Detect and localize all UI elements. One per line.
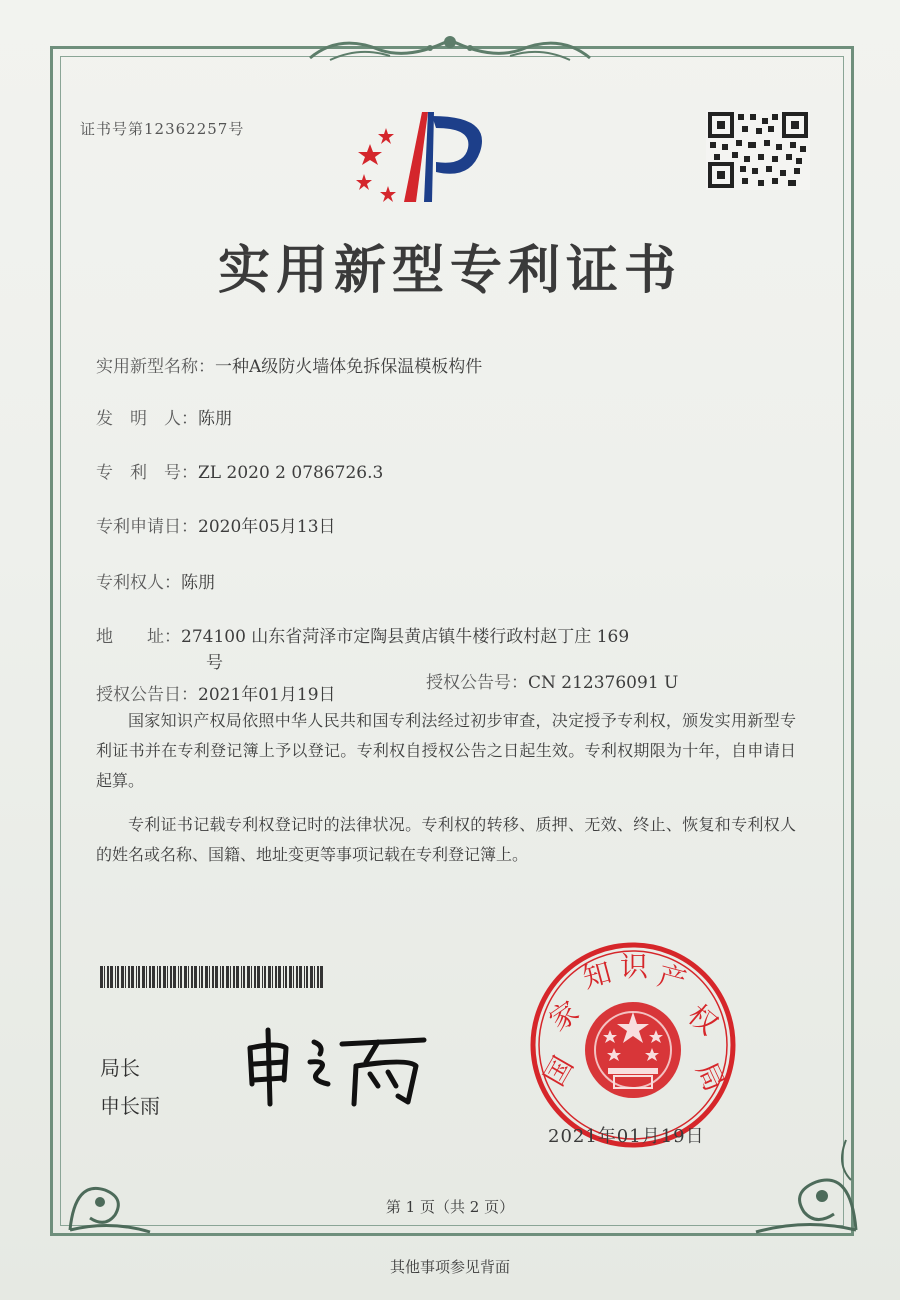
national-emblem-icon [585, 1002, 681, 1098]
field-value: 号 [206, 653, 223, 673]
bottom-left-ornament [60, 1140, 170, 1240]
field-label: 地 址： [96, 627, 181, 647]
certificate-number: 证书号第12362257号 [80, 120, 245, 138]
barcode-bar [285, 966, 287, 988]
barcode-bar [128, 966, 130, 988]
barcode-icon [100, 966, 324, 988]
barcode-bar [178, 966, 179, 988]
barcode-bar [136, 966, 137, 988]
field-label: 授权公告号： [426, 673, 528, 693]
field-address-continuation [206, 648, 223, 673]
field-value: 2021年01月19日 [198, 685, 336, 705]
barcode-bar [262, 966, 263, 988]
barcode-bar [304, 966, 305, 988]
barcode-bar [205, 966, 208, 988]
seal-char-shi: 识 [620, 950, 649, 983]
barcode-bar [152, 966, 155, 988]
barcode-bar [310, 966, 313, 988]
field-label: 专利申请日： [96, 517, 198, 537]
barcode-bar [125, 966, 126, 988]
seal-char-guo: 国 [537, 1050, 581, 1092]
barcode-bar [157, 966, 158, 988]
seal-char-ju: 局 [689, 1057, 732, 1097]
handwritten-signature [238, 1018, 438, 1108]
barcode-bar [283, 966, 284, 988]
seal-char-zhi: 知 [579, 955, 615, 995]
field-label: 发 明 人： [96, 409, 198, 429]
barcode-bar [275, 966, 277, 988]
barcode-bar [173, 966, 176, 988]
barcode-bar [138, 966, 140, 988]
field-patentee [96, 568, 215, 593]
barcode-bar [201, 966, 203, 988]
seal-char-jia: 家 [543, 994, 585, 1038]
field-inventor [96, 404, 232, 429]
field-value: CN 212376091 U [528, 673, 679, 693]
barcode-bar [306, 966, 308, 988]
barcode-bar [159, 966, 161, 988]
field-grant-date [96, 680, 336, 705]
barcode-bar [320, 966, 323, 988]
barcode-bar [104, 966, 105, 988]
barcode-bar [188, 966, 189, 988]
statement-paragraph: 国家知识产权局依照中华人民共和国专利法经过初步审查，决定授予专利权，颁发实用新型专利证书并在专利登记簿上予以登记。专利权自授权公告之日起生效。专利权期限为十年，自申请日起算。 [96, 711, 796, 790]
barcode-bar [314, 966, 315, 988]
field-value: 274100 山东省菏泽市定陶县黄店镇牛楼行政村赵丁庄 169 [181, 627, 630, 647]
qr-code-icon [706, 110, 810, 190]
signatory-name: 申长雨 [100, 1094, 160, 1118]
barcode-bar [212, 966, 214, 988]
barcode-bar [215, 966, 218, 988]
barcode-bar [184, 966, 187, 988]
barcode-bar [251, 966, 252, 988]
barcode-bar [110, 966, 113, 988]
barcode-bar [293, 966, 294, 988]
seal-date: 2021年01月19日 [548, 1126, 705, 1147]
barcode-bar [146, 966, 147, 988]
barcode-bar [209, 966, 210, 988]
cnipa-logo-icon [352, 102, 502, 212]
barcode-bar [264, 966, 266, 988]
field-value: ZL 2020 2 0786726.3 [198, 463, 384, 483]
field-value: 陈朋 [198, 409, 232, 429]
barcode-bar [236, 966, 239, 988]
certificate-title: 实用新型专利证书 [217, 241, 682, 301]
barcode-bar [142, 966, 145, 988]
page-indicator: 第 1 页（共 2 页） [385, 1198, 515, 1216]
barcode-bar [272, 966, 273, 988]
barcode-bar [149, 966, 151, 988]
barcode-bar [117, 966, 119, 988]
bottom-right-ornament [736, 1120, 866, 1240]
barcode-bar [317, 966, 319, 988]
barcode-bar [115, 966, 116, 988]
barcode-bar [131, 966, 134, 988]
field-value: 陈朋 [181, 573, 215, 593]
top-ornament [300, 28, 600, 68]
barcode-bar [170, 966, 172, 988]
barcode-bar [254, 966, 256, 988]
field-filing-date [96, 512, 336, 537]
back-note: 其他事项参见背面 [389, 1258, 510, 1276]
field-address [96, 622, 629, 647]
barcode-bar [296, 966, 298, 988]
barcode-bar [226, 966, 229, 988]
barcode-bar [230, 966, 231, 988]
barcode-bar [278, 966, 281, 988]
field-value: 2020年05月13日 [198, 517, 336, 537]
barcode-bar [299, 966, 302, 988]
barcode-bar [243, 966, 245, 988]
barcode-bar [194, 966, 197, 988]
barcode-bar [163, 966, 166, 988]
barcode-bar [222, 966, 224, 988]
legal-status-paragraph: 专利证书记载专利权登记时的法律状况。专利权的转移、质押、无效、终止、恢复和专利权人的姓名或名称、国籍、地址变更等事项记载在专利登记簿上。 [96, 815, 796, 864]
barcode-bar [199, 966, 200, 988]
barcode-bar [167, 966, 168, 988]
barcode-bar [107, 966, 109, 988]
barcode-bar [247, 966, 250, 988]
field-label: 专 利 号： [96, 463, 198, 483]
barcode-bar [220, 966, 221, 988]
barcode-bar [191, 966, 193, 988]
field-patent-number [96, 458, 383, 483]
barcode-bar [180, 966, 182, 988]
barcode-bar [233, 966, 235, 988]
field-grant-number [426, 668, 678, 693]
field-label: 专利权人： [96, 573, 181, 593]
field-utility-model-name [96, 352, 482, 377]
signatory-title: 局长 [100, 1056, 140, 1080]
seal-char-quan: 权 [681, 998, 725, 1042]
field-label: 实用新型名称： [96, 357, 215, 377]
barcode-bar [241, 966, 242, 988]
field-label: 授权公告日： [96, 685, 198, 705]
field-value: 一种A级防火墙体免拆保温模板构件 [215, 357, 483, 377]
barcode-bar [268, 966, 271, 988]
official-seal [528, 940, 738, 1150]
barcode-bar [100, 966, 103, 988]
barcode-bar [289, 966, 292, 988]
seal-char-chan: 产 [654, 958, 690, 999]
barcode-bar [121, 966, 124, 988]
barcode-bar [257, 966, 260, 988]
